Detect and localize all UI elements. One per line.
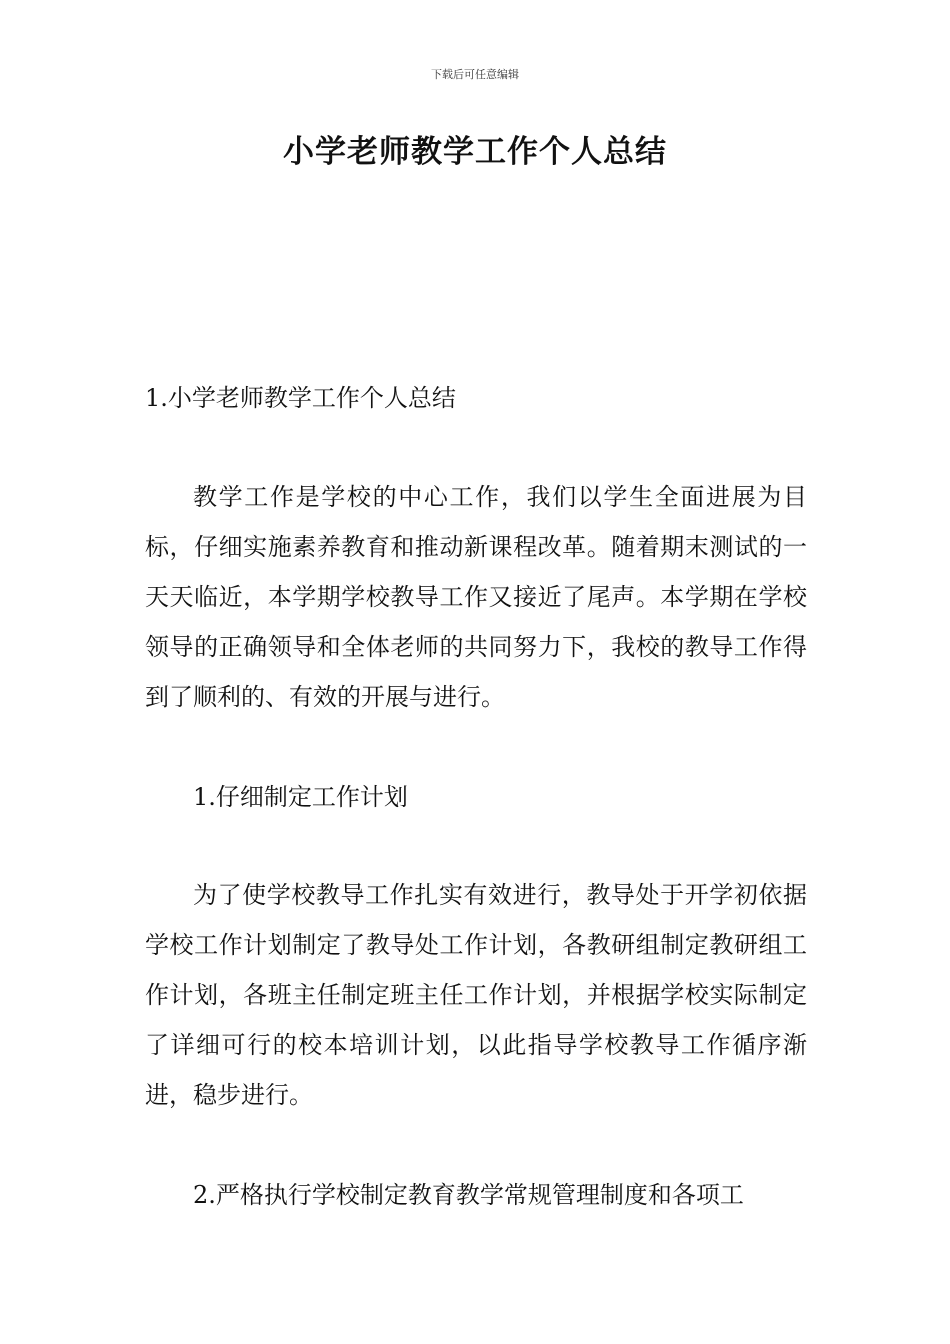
document-title: 小学老师教学工作个人总结 <box>283 134 667 170</box>
header-note: 下载后可任意编辑 <box>431 68 519 81</box>
item1-heading-block <box>145 772 807 822</box>
item2-heading-block <box>145 1170 807 1220</box>
item1-paragraph: 为了使学校教导工作扎实有效进行，教导处于开学初依据学校工作计划制定了教导处工作计划，各教研组制定教研组工作计划，各班主任制定班主任工作计划，并根据学校实际制定了详细可行的校本培训计划，以此指导学校教导工作循序渐进，稳步进行。 <box>145 881 807 1109</box>
intro-paragraph: 教学工作是学校的中心工作，我们以学生全面进展为目标，仔细实施素养教育和推动新课程改革。随着期末测试的一天天临近，本学期学校教导工作又接近了尾声。本学期在学校领导的正确领导和全体老师的共同努力下，我校的教导工作得到了顺利的、有效的开展与进行。 <box>145 483 807 711</box>
section-heading-block <box>145 373 807 423</box>
intro-paragraph-block <box>145 472 807 722</box>
item1-paragraph-block <box>145 870 807 1120</box>
item2-heading: 2.严格执行学校制定教育教学常规管理制度和各项工 <box>193 1181 744 1209</box>
section-heading: 1.小学老师教学工作个人总结 <box>145 384 456 412</box>
item1-heading: 1.仔细制定工作计划 <box>193 783 408 811</box>
